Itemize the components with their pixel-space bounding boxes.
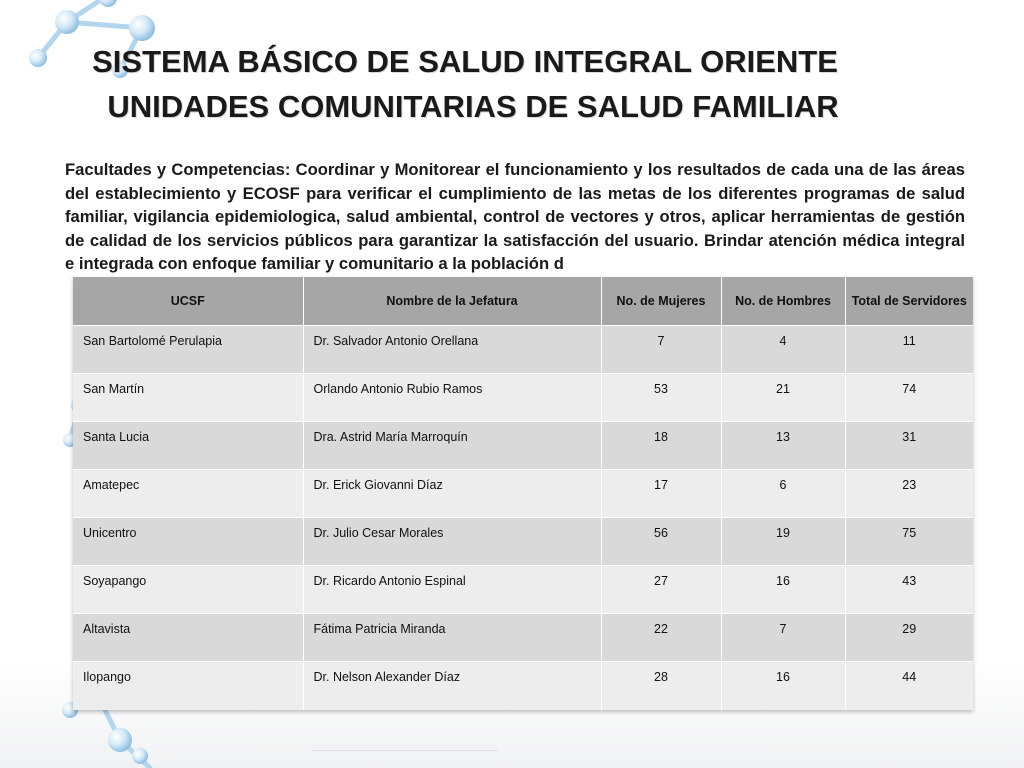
cell-jefatura: Dr. Erick Giovanni Díaz	[303, 470, 601, 518]
cell-hombres: 16	[721, 566, 845, 614]
ucsf-table	[73, 277, 973, 710]
cell-ucsf: San Martín	[73, 374, 303, 422]
cell-mujeres: 7	[601, 326, 721, 374]
cell-mujeres: 56	[601, 518, 721, 566]
header-ucsf: UCSF	[73, 277, 303, 326]
description-paragraph: Facultades y Competencias: Coordinar y Monitorear el funcionamiento y los resultados de cada una de las áreas del establecimiento y ECOSF para verificar el cumplimiento de las metas de los diferentes programas de salud familiar, vigilancia epidemiologica, salud ambiental, control de vectores y otros, aplicar herramientas de gestión de calidad de los servicios públicos para garantizar la satisfacción del usuario. Brindar atención médica integral e integrada con enfoque familiar y comunitario a la población d	[65, 160, 965, 273]
table-row	[73, 662, 973, 710]
cell-ucsf: Santa Lucia	[73, 422, 303, 470]
cell-total: 43	[845, 566, 973, 614]
cell-jefatura: Dr. Ricardo Antonio Espinal	[303, 566, 601, 614]
cell-ucsf: Soyapango	[73, 566, 303, 614]
cell-mujeres: 22	[601, 614, 721, 662]
table-row	[73, 422, 973, 470]
cell-ucsf: Altavista	[73, 614, 303, 662]
cell-total: 23	[845, 470, 973, 518]
cell-jefatura: Dra. Astrid María Marroquín	[303, 422, 601, 470]
cell-mujeres: 27	[601, 566, 721, 614]
cell-total: 31	[845, 422, 973, 470]
cell-hombres: 16	[721, 662, 845, 710]
cell-hombres: 13	[721, 422, 845, 470]
slide-title-line1: SISTEMA BÁSICO DE SALUD INTEGRAL ORIENTE	[92, 44, 838, 79]
footer-divider	[312, 750, 498, 751]
cell-total: 29	[845, 614, 973, 662]
cell-ucsf: Unicentro	[73, 518, 303, 566]
cell-jefatura: Dr. Nelson Alexander Díaz	[303, 662, 601, 710]
cell-jefatura: Dr. Salvador Antonio Orellana	[303, 326, 601, 374]
cell-hombres: 6	[721, 470, 845, 518]
cell-mujeres: 28	[601, 662, 721, 710]
cell-mujeres: 53	[601, 374, 721, 422]
table-row	[73, 614, 973, 662]
cell-ucsf: Ilopango	[73, 662, 303, 710]
cell-ucsf: Amatepec	[73, 470, 303, 518]
cell-total: 44	[845, 662, 973, 710]
cell-jefatura: Dr. Julio Cesar Morales	[303, 518, 601, 566]
header-jefatura: Nombre de la Jefatura	[303, 277, 601, 326]
header-total: Total de Servidores	[845, 277, 973, 326]
cell-total: 11	[845, 326, 973, 374]
cell-jefatura: Orlando Antonio Rubio Ramos	[303, 374, 601, 422]
cell-jefatura: Fátima Patricia Miranda	[303, 614, 601, 662]
table-row	[73, 374, 973, 422]
header-hombres: No. de Hombres	[721, 277, 845, 326]
table-header-row	[73, 277, 973, 326]
cell-ucsf: San Bartolomé Perulapia	[73, 326, 303, 374]
slide-title-line2: UNIDADES COMUNITARIAS DE SALUD FAMILIAR	[107, 89, 839, 124]
table-row	[73, 518, 973, 566]
header-mujeres: No. de Mujeres	[601, 277, 721, 326]
cell-hombres: 19	[721, 518, 845, 566]
cell-total: 74	[845, 374, 973, 422]
cell-hombres: 4	[721, 326, 845, 374]
cell-mujeres: 17	[601, 470, 721, 518]
cell-hombres: 7	[721, 614, 845, 662]
cell-total: 75	[845, 518, 973, 566]
cell-mujeres: 18	[601, 422, 721, 470]
table-row	[73, 470, 973, 518]
table-row	[73, 566, 973, 614]
cell-hombres: 21	[721, 374, 845, 422]
table-row	[73, 326, 973, 374]
